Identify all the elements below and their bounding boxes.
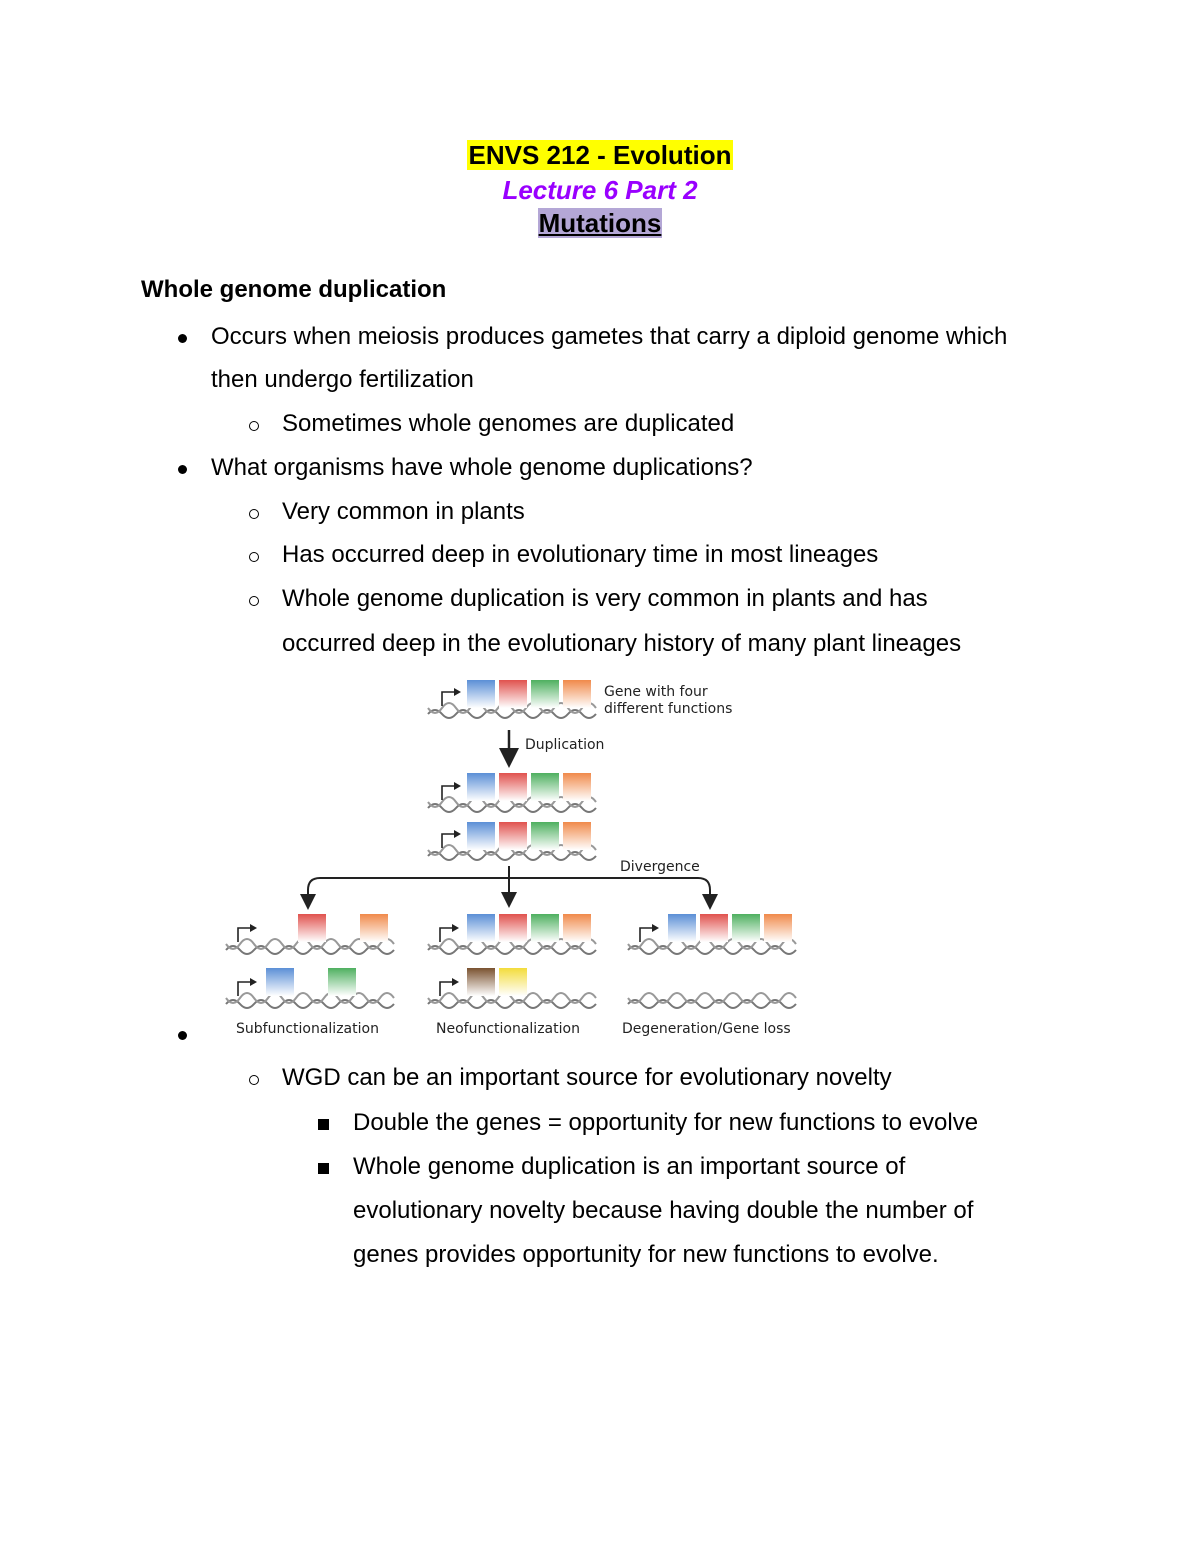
bullet-ring-icon — [249, 421, 259, 431]
sub-bullet-text: occurred deep in the evolutionary history of many plant lineages — [282, 630, 962, 657]
section-heading: Whole genome duplication — [141, 276, 447, 303]
gene-duplication-diagram — [220, 670, 820, 1050]
duplication-label: Duplication — [525, 737, 605, 753]
neofunctionalization-label: Neofunctionalization — [436, 1021, 580, 1037]
duplicated-gene-1 — [428, 773, 596, 812]
bullet-dot-icon — [178, 1031, 187, 1040]
topic-title: Mutations — [538, 208, 662, 238]
bullet-ring-icon — [249, 1075, 259, 1085]
bullet-ring-icon — [249, 552, 259, 562]
sub-bullet-text: Whole genome duplication is very common in plants and has — [282, 585, 928, 612]
bullet-ring-icon — [249, 509, 259, 519]
sub-bullet-text: Very common in plants — [282, 498, 525, 525]
gene-label: different functions — [604, 701, 733, 717]
neofunctionalization-genes — [428, 914, 596, 1008]
degeneration-genes — [628, 914, 796, 1008]
sub-bullet-text: WGD can be an important source for evolutionary novelty — [282, 1064, 892, 1091]
sub-bullet-text: Has occurred deep in evolutionary time in most lineages — [282, 541, 879, 568]
subfunctionalization-label: Subfunctionalization — [236, 1021, 379, 1037]
sub-sub-bullet-text: evolutionary novelty because having double the number of — [353, 1197, 974, 1224]
sub-bullet-text: Sometimes whole genomes are duplicated — [282, 410, 735, 437]
bullet-square-icon — [318, 1119, 329, 1130]
sub-sub-bullet-text: genes provides opportunity for new functions to evolve. — [353, 1241, 939, 1268]
bullet-text: What organisms have whole genome duplications? — [211, 454, 753, 481]
subfunctionalization-genes — [226, 914, 394, 1008]
course-title: ENVS 212 - Evolution — [468, 140, 732, 170]
gene-label: Gene with four — [604, 684, 708, 700]
bullet-ring-icon — [249, 596, 259, 606]
original-gene — [428, 680, 596, 718]
sub-sub-bullet-text: Double the genes = opportunity for new functions to evolve — [353, 1109, 979, 1136]
sub-sub-bullet-text: Whole genome duplication is an important source of — [353, 1153, 906, 1180]
bullet-dot-icon — [178, 465, 187, 474]
bullet-square-icon — [318, 1163, 329, 1174]
duplicated-gene-2 — [428, 822, 596, 860]
degeneration-label: Degeneration/Gene loss — [622, 1021, 791, 1037]
bullet-text: then undergo fertilization — [211, 366, 474, 393]
bullet-dot-icon — [178, 334, 187, 343]
divergence-label: Divergence — [620, 859, 700, 875]
bullet-text: Occurs when meiosis produces gametes that carry a diploid genome which — [211, 323, 1008, 350]
lecture-subtitle: Lecture 6 Part 2 — [502, 175, 698, 205]
